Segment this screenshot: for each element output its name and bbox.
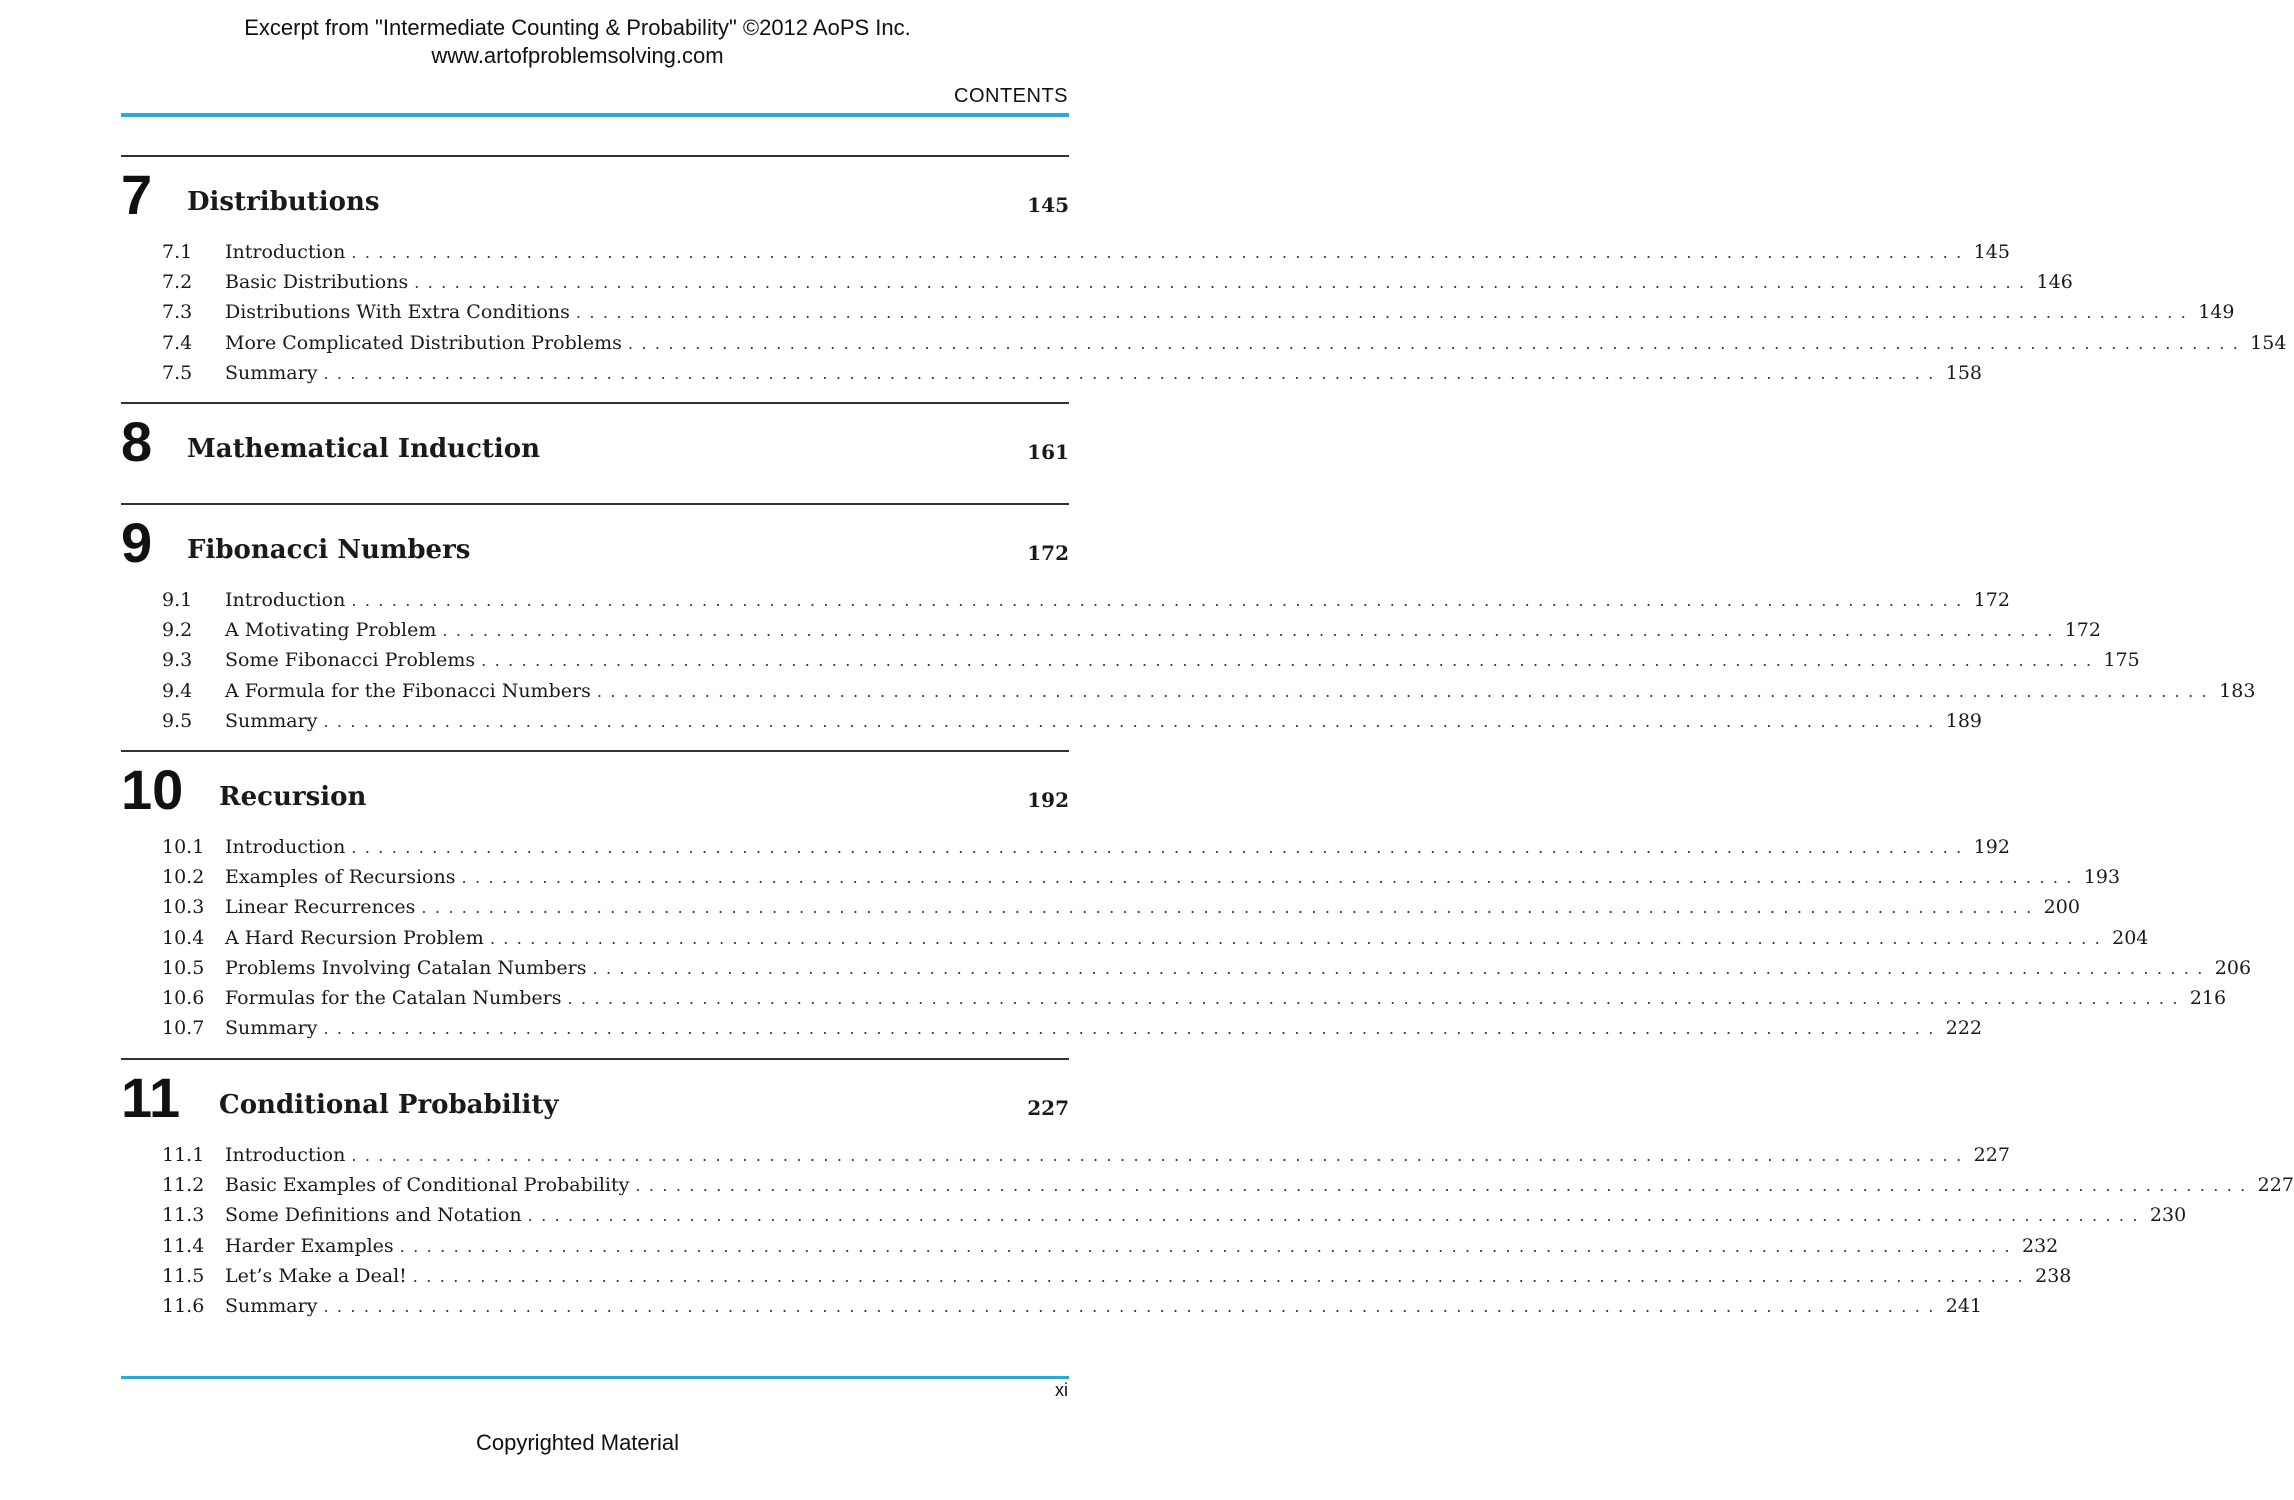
toc-entry[interactable]: [121, 1170, 2294, 1200]
section-page: 189: [1945, 709, 1983, 732]
section-title: More Complicated Distribution Problems: [225, 328, 628, 358]
toc-entry[interactable]: [121, 615, 2101, 645]
section-title: Summary: [225, 706, 323, 736]
section-title: Introduction: [225, 1140, 351, 1170]
section-page: 206: [2214, 956, 2252, 979]
section-title: Introduction: [225, 237, 351, 267]
section-number: 11.6: [162, 1294, 205, 1317]
running-head: CONTENTS: [954, 85, 1068, 107]
section-title: Summary: [225, 358, 323, 388]
section-number: 7.1: [162, 241, 193, 263]
page-number: xi: [1055, 1380, 1068, 1400]
toc-entry[interactable]: [121, 1291, 1983, 1321]
section-page: 172: [1973, 589, 2010, 611]
section-title: Introduction: [225, 832, 351, 862]
section-page: 200: [2043, 896, 2080, 919]
chapter-number: 8: [121, 410, 153, 473]
chapter-number: 7: [121, 163, 153, 226]
section-page: 227: [1973, 1144, 2010, 1166]
toc-entry[interactable]: [121, 267, 2073, 297]
dot-leader: ........................................................................................................................: [575, 303, 2195, 323]
chapter-7: [121, 155, 2287, 388]
section-page: 145: [1973, 241, 2010, 263]
section-title: Basic Examples of Conditional Probability: [225, 1170, 635, 1200]
chapter-page: 192: [1027, 788, 1069, 812]
toc-entry[interactable]: [121, 328, 2287, 358]
section-title: Problems Involving Catalan Numbers: [225, 953, 592, 983]
section-number: 10.7: [162, 1017, 205, 1040]
section-number: 11.4: [162, 1234, 205, 1257]
chapter-9: [121, 503, 2256, 736]
section-number: 10.1: [162, 836, 205, 858]
section-page: 183: [2219, 679, 2256, 702]
dot-leader: ........................................................................................................................: [351, 1146, 1970, 1165]
section-number: 10.4: [162, 926, 205, 949]
excerpt-line-1: Excerpt from "Intermediate Counting & Probability" ©2012 AoPS Inc.: [244, 15, 911, 40]
toc-entry[interactable]: [121, 1140, 2010, 1170]
section-page: 158: [1945, 361, 1983, 384]
dot-leader: ........................................................................................................................: [421, 898, 2040, 918]
toc-entry[interactable]: [121, 923, 2149, 953]
section-number: 11.1: [162, 1144, 205, 1166]
section-number: 11.3: [162, 1204, 205, 1227]
section-page: 154: [2250, 331, 2287, 354]
section-number: 10.6: [162, 986, 205, 1009]
toc-entry[interactable]: [121, 892, 2080, 922]
section-number: 9.4: [162, 679, 193, 702]
section-page: 192: [1973, 836, 2010, 858]
toc-entry[interactable]: [121, 358, 1983, 388]
toc-entry[interactable]: [121, 676, 2256, 706]
section-title: Basic Distributions: [225, 267, 414, 297]
chapter-page: 172: [1027, 541, 1069, 565]
chapter-10: [121, 750, 2252, 1043]
section-number: 9.1: [162, 589, 193, 611]
dot-leader: ........................................................................................................................: [442, 621, 2061, 641]
dot-leader: ........................................................................................................................: [351, 838, 1970, 857]
section-title: Linear Recurrences: [225, 892, 421, 922]
section-number: 9.3: [162, 649, 193, 672]
dot-leader: ........................................................................................................................: [323, 363, 1942, 383]
dot-leader: ........................................................................................................................: [414, 273, 2033, 293]
section-number: 9.5: [162, 709, 193, 732]
dot-leader: ........................................................................................................................: [399, 1236, 2018, 1256]
section-title: Harder Examples: [225, 1231, 400, 1261]
toc-entry[interactable]: [121, 1261, 2072, 1291]
chapter-heading: [121, 752, 1069, 832]
section-page: 230: [2149, 1204, 2187, 1227]
section-title: Summary: [225, 1013, 323, 1043]
chapter-heading: [121, 505, 1069, 585]
section-title: Let’s Make a Deal!: [225, 1261, 413, 1291]
section-number: 10.5: [162, 956, 205, 979]
chapter-number: 10: [121, 758, 184, 821]
toc-entry[interactable]: [121, 953, 2252, 983]
chapter-heading: [121, 157, 1069, 237]
toc-entry[interactable]: [121, 862, 2121, 892]
top-rule: [121, 113, 1069, 117]
section-number: 11.2: [162, 1174, 205, 1197]
toc-entry[interactable]: [121, 706, 1983, 736]
chapter-number: 11: [121, 1066, 181, 1129]
chapter-8: [121, 402, 1069, 484]
chapter-title[interactable]: Mathematical Induction: [187, 434, 541, 464]
toc-entry[interactable]: [121, 832, 2010, 862]
excerpt-notice: [0, 14, 1155, 70]
dot-leader: ........................................................................................................................: [489, 928, 2109, 948]
section-number: 10.3: [162, 896, 205, 919]
section-page: 222: [1945, 1017, 1983, 1040]
section-page: 149: [2198, 301, 2235, 324]
dot-leader: ........................................................................................................................: [635, 1176, 2254, 1196]
section-number: 7.3: [162, 301, 193, 324]
chapter-title[interactable]: Fibonacci Numbers: [187, 535, 471, 565]
dot-leader: ........................................................................................................................: [351, 591, 1970, 610]
section-page: 175: [2103, 649, 2140, 672]
toc-entry[interactable]: [121, 645, 2140, 675]
section-page: 227: [2257, 1174, 2294, 1197]
toc-entry[interactable]: [121, 585, 2010, 615]
dot-leader: ........................................................................................................................: [351, 243, 1970, 262]
chapter-page: 145: [1027, 193, 1069, 217]
chapter-number: 9: [121, 511, 153, 574]
section-title: A Hard Recursion Problem: [225, 923, 490, 953]
section-page: 146: [2036, 271, 2073, 294]
section-number: 9.2: [162, 619, 193, 642]
toc-entry[interactable]: [121, 1231, 2059, 1261]
section-number: 11.5: [162, 1264, 205, 1287]
section-page: 204: [2112, 926, 2149, 949]
bottom-rule: [121, 1376, 1069, 1379]
dot-leader: ........................................................................................................................: [412, 1266, 2032, 1286]
chapter-heading: [121, 1060, 1069, 1140]
section-title: Distributions With Extra Conditions: [225, 297, 576, 327]
chapter-title[interactable]: Conditional Probability: [219, 1090, 559, 1120]
copyright-notice: Copyrighted Material: [476, 1430, 679, 1455]
section-title: Introduction: [225, 585, 351, 615]
section-title: Examples of Recursions: [225, 862, 461, 892]
dot-leader: ........................................................................................................................: [527, 1206, 2146, 1226]
section-page: 193: [2083, 866, 2121, 889]
section-title: A Formula for the Fibonacci Numbers: [225, 676, 597, 706]
section-number: 7.4: [162, 331, 193, 354]
section-page: 238: [2035, 1264, 2072, 1287]
chapter-title[interactable]: Recursion: [219, 782, 367, 812]
dot-leader: ........................................................................................................................: [567, 988, 2186, 1008]
toc-entry[interactable]: [121, 1013, 1983, 1043]
chapter-11: [121, 1058, 2294, 1321]
toc-entry[interactable]: [121, 297, 2235, 327]
section-page: 172: [2064, 619, 2101, 642]
section-number: 7.5: [162, 361, 193, 384]
toc-entry[interactable]: [121, 237, 2010, 267]
dot-leader: ........................................................................................................................: [323, 1019, 1942, 1039]
section-title: Formulas for the Catalan Numbers: [225, 983, 568, 1013]
section-title: Summary: [225, 1291, 323, 1321]
toc-entry[interactable]: [121, 1200, 2187, 1230]
excerpt-url: www.artofproblemsolving.com: [431, 43, 724, 68]
section-page: 216: [2189, 986, 2227, 1009]
dot-leader: ........................................................................................................................: [596, 681, 2216, 701]
section-page: 232: [2021, 1234, 2059, 1257]
section-title: A Motivating Problem: [225, 615, 442, 645]
section-title: Some Fibonacci Problems: [225, 645, 481, 675]
section-title: Some Definitions and Notation: [225, 1200, 528, 1230]
chapter-page: 227: [1027, 1096, 1069, 1120]
dot-leader: ........................................................................................................................: [323, 1296, 1942, 1316]
chapter-heading: [121, 404, 1069, 484]
section-number: 10.2: [162, 866, 205, 889]
chapter-title[interactable]: Distributions: [187, 187, 380, 217]
dot-leader: ........................................................................................................................: [461, 868, 2080, 888]
dot-leader: ........................................................................................................................: [323, 711, 1942, 731]
toc-entry[interactable]: [121, 983, 2227, 1013]
chapter-page: 161: [1027, 440, 1069, 464]
dot-leader: ........................................................................................................................: [592, 958, 2211, 978]
section-number: 7.2: [162, 271, 193, 294]
section-page: 241: [1945, 1294, 1983, 1317]
dot-leader: ........................................................................................................................: [627, 333, 2247, 353]
dot-leader: ........................................................................................................................: [481, 651, 2100, 671]
